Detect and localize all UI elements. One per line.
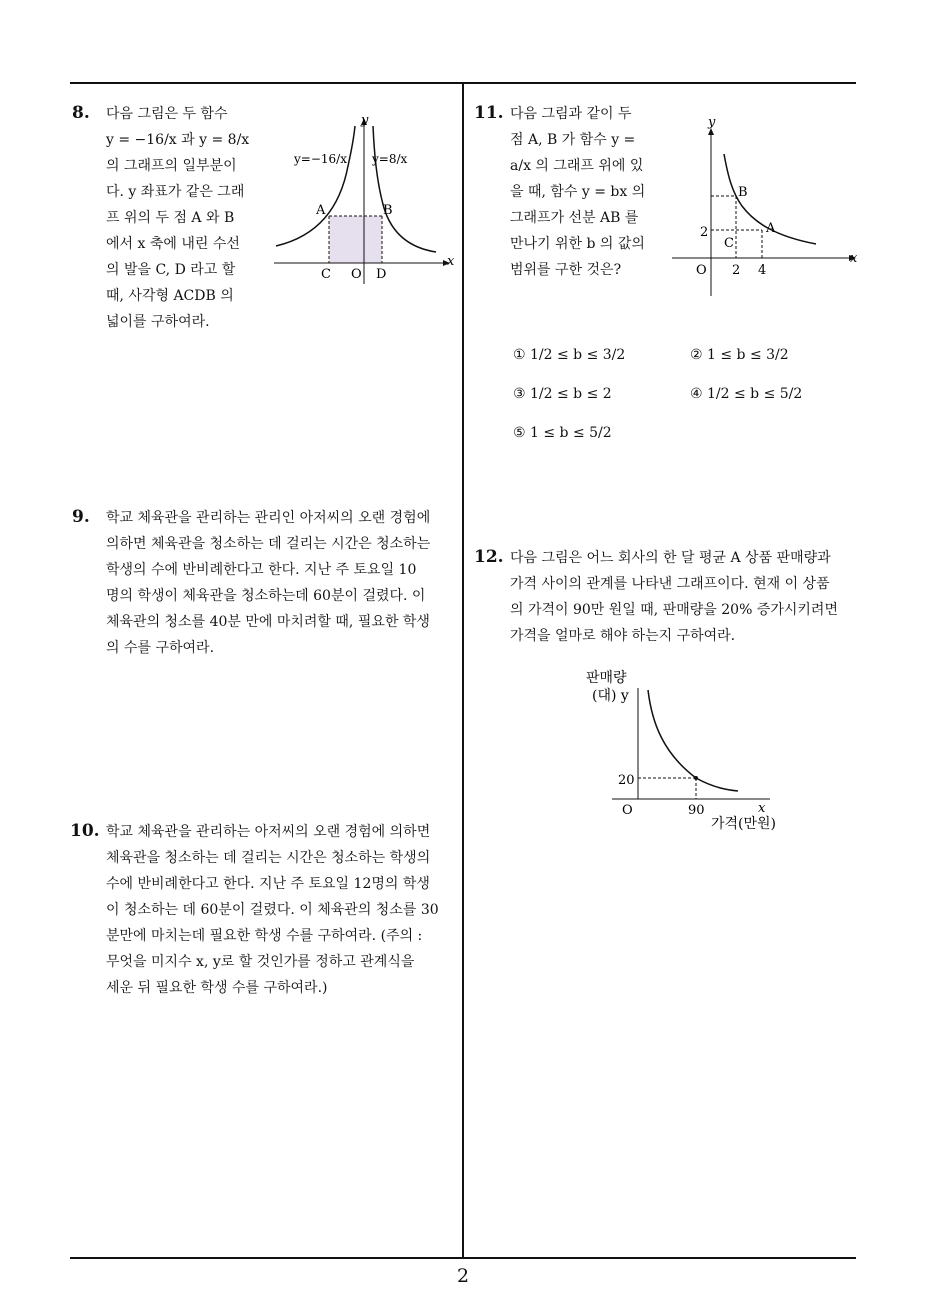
x-axis-label: x	[447, 254, 455, 269]
curve-hyperbola	[648, 690, 738, 791]
left-function-label: y=−16/x	[294, 152, 347, 166]
y-tick-20: 20	[618, 773, 635, 788]
question-11-line: 그래프가 선분 AB 를	[510, 210, 639, 226]
question-10-number: 10.	[70, 821, 100, 841]
question-10-line: 수에 반비례한다고 한다. 지난 주 토요일 12명의 학생	[106, 876, 430, 892]
answer-option-3[interactable]: ③ 1/2 ≤ b ≤ 2	[513, 386, 612, 402]
y-label-unit: (대) y	[592, 688, 629, 704]
question-8-text	[106, 101, 249, 335]
right-function-label: y=8/x	[372, 152, 408, 166]
question-8-line: 프 위의 두 점 A 와 B	[106, 210, 235, 226]
point-a-label: A	[766, 221, 776, 236]
column-divider	[462, 82, 464, 1258]
x-tick-4: 4	[758, 263, 767, 278]
answer-option-1[interactable]: ① 1/2 ≤ b ≤ 3/2	[513, 347, 626, 363]
question-12-number: 12.	[474, 547, 504, 567]
question-9-line: 의하면 체육관을 청소하는 데 걸리는 시간은 청소하는	[106, 536, 431, 552]
x-axis-label: x	[758, 801, 766, 816]
point-c-label: C	[724, 236, 734, 251]
question-11-number: 11.	[474, 103, 504, 123]
point-a-label: A	[316, 203, 326, 218]
y-label-title: 판매량	[586, 670, 627, 686]
x-axis-label: x	[850, 251, 858, 266]
data-point	[694, 776, 698, 780]
question-11-figure	[668, 110, 868, 300]
question-11-line: 다음 그림과 같이 두	[510, 106, 632, 122]
question-8-line: 에서 x 축에 내린 수선	[106, 236, 240, 252]
answer-option-4[interactable]: ④ 1/2 ≤ b ≤ 5/2	[690, 386, 803, 402]
question-11-line: 을 때, 함수 y = bx 의	[510, 184, 646, 200]
question-8-number: 8.	[72, 103, 90, 123]
origin-label: O	[622, 803, 633, 818]
page-number: 2	[456, 1265, 470, 1287]
question-11-line: 점 A, B 가 함수 y =	[510, 132, 636, 148]
question-8-line: 의 그래프의 일부분이	[106, 158, 237, 174]
question-12-line: 가격 사이의 관계를 나타낸 그래프이다. 현재 이 상품	[510, 576, 830, 592]
y-axis-label: y	[361, 113, 369, 128]
answer-option-2[interactable]: ② 1 ≤ b ≤ 3/2	[690, 347, 789, 363]
question-9-line: 체육관의 청소를 40분 만에 마치려할 때, 필요한 학생	[106, 614, 430, 630]
question-8-line: 다. y 좌표가 같은 그래	[106, 184, 245, 200]
question-10-line: 체육관을 청소하는 데 걸리는 시간은 청소하는 학생의	[106, 850, 431, 866]
question-8-line: 넓이를 구하여라.	[106, 314, 210, 330]
question-9-line: 학교 체육관을 관리하는 관리인 아저씨의 오랜 경험에	[106, 510, 431, 526]
question-12-figure	[578, 664, 808, 839]
question-8-line: 의 발을 C, D 라고 할	[106, 262, 236, 278]
question-10-text	[106, 819, 439, 1001]
question-10-line: 이 청소하는 데 60분이 걸렸다. 이 체육관의 청소를 30	[106, 902, 439, 918]
question-8-figure	[268, 108, 458, 288]
question-8-line: 다음 그림은 두 함수	[106, 106, 228, 122]
question-8-line: 때, 사각형 ACDB 의	[106, 288, 234, 304]
question-12-line: 의 가격이 90만 원일 때, 판매량을 20% 증가시키려면	[510, 602, 838, 618]
question-10-line: 학교 체육관을 관리하는 아저씨의 오랜 경험에 의하면	[106, 824, 431, 840]
point-b-label: B	[383, 203, 393, 218]
question-9-text	[106, 505, 430, 661]
point-b-label: B	[738, 185, 748, 200]
question-10-line: 분만에 마치는데 필요한 학생 수를 구하여라. (주의 :	[106, 928, 423, 944]
x-tick-90: 90	[688, 803, 705, 818]
question-11-line: 만나기 위한 b 의 값의	[510, 236, 645, 252]
point-c-label: C	[321, 267, 331, 282]
origin-label: O	[696, 263, 707, 278]
point-d-label: D	[376, 267, 387, 282]
origin-label: O	[351, 267, 362, 282]
question-8-line: y = −16/x 과 y = 8/x	[106, 132, 250, 148]
x-tick-2: 2	[732, 263, 741, 278]
question-12-line: 가격을 얼마로 해야 하는지 구하여라.	[510, 628, 736, 644]
question-10-line: 세운 뒤 필요한 학생 수를 구하여라.)	[106, 980, 328, 996]
question-11-text	[510, 101, 645, 283]
question-9-line: 명의 학생이 체육관을 청소하는데 60분이 걸렸다. 이	[106, 588, 426, 604]
question-9-number: 9.	[72, 507, 90, 527]
question-11-line: 범위를 구한 것은?	[510, 262, 622, 278]
question-9-line: 학생의 수에 반비례한다고 한다. 지난 주 토요일 10	[106, 562, 417, 578]
question-11-line: a/x 의 그래프 위에 있	[510, 158, 644, 174]
y-tick-2: 2	[700, 225, 709, 240]
y-axis-label: y	[708, 115, 716, 130]
shaded-rectangle-acdb	[329, 216, 382, 263]
question-9-line: 의 수를 구하여라.	[106, 640, 215, 656]
answer-option-5[interactable]: ⑤ 1 ≤ b ≤ 5/2	[513, 425, 612, 441]
x-label-title: 가격(만원)	[711, 816, 777, 832]
question-12-text	[510, 545, 838, 649]
question-10-line: 무엇을 미지수 x, y로 할 것인가를 정하고 관계식을	[106, 954, 415, 970]
question-12-line: 다음 그림은 어느 회사의 한 달 평균 A 상품 판매량과	[510, 550, 831, 566]
